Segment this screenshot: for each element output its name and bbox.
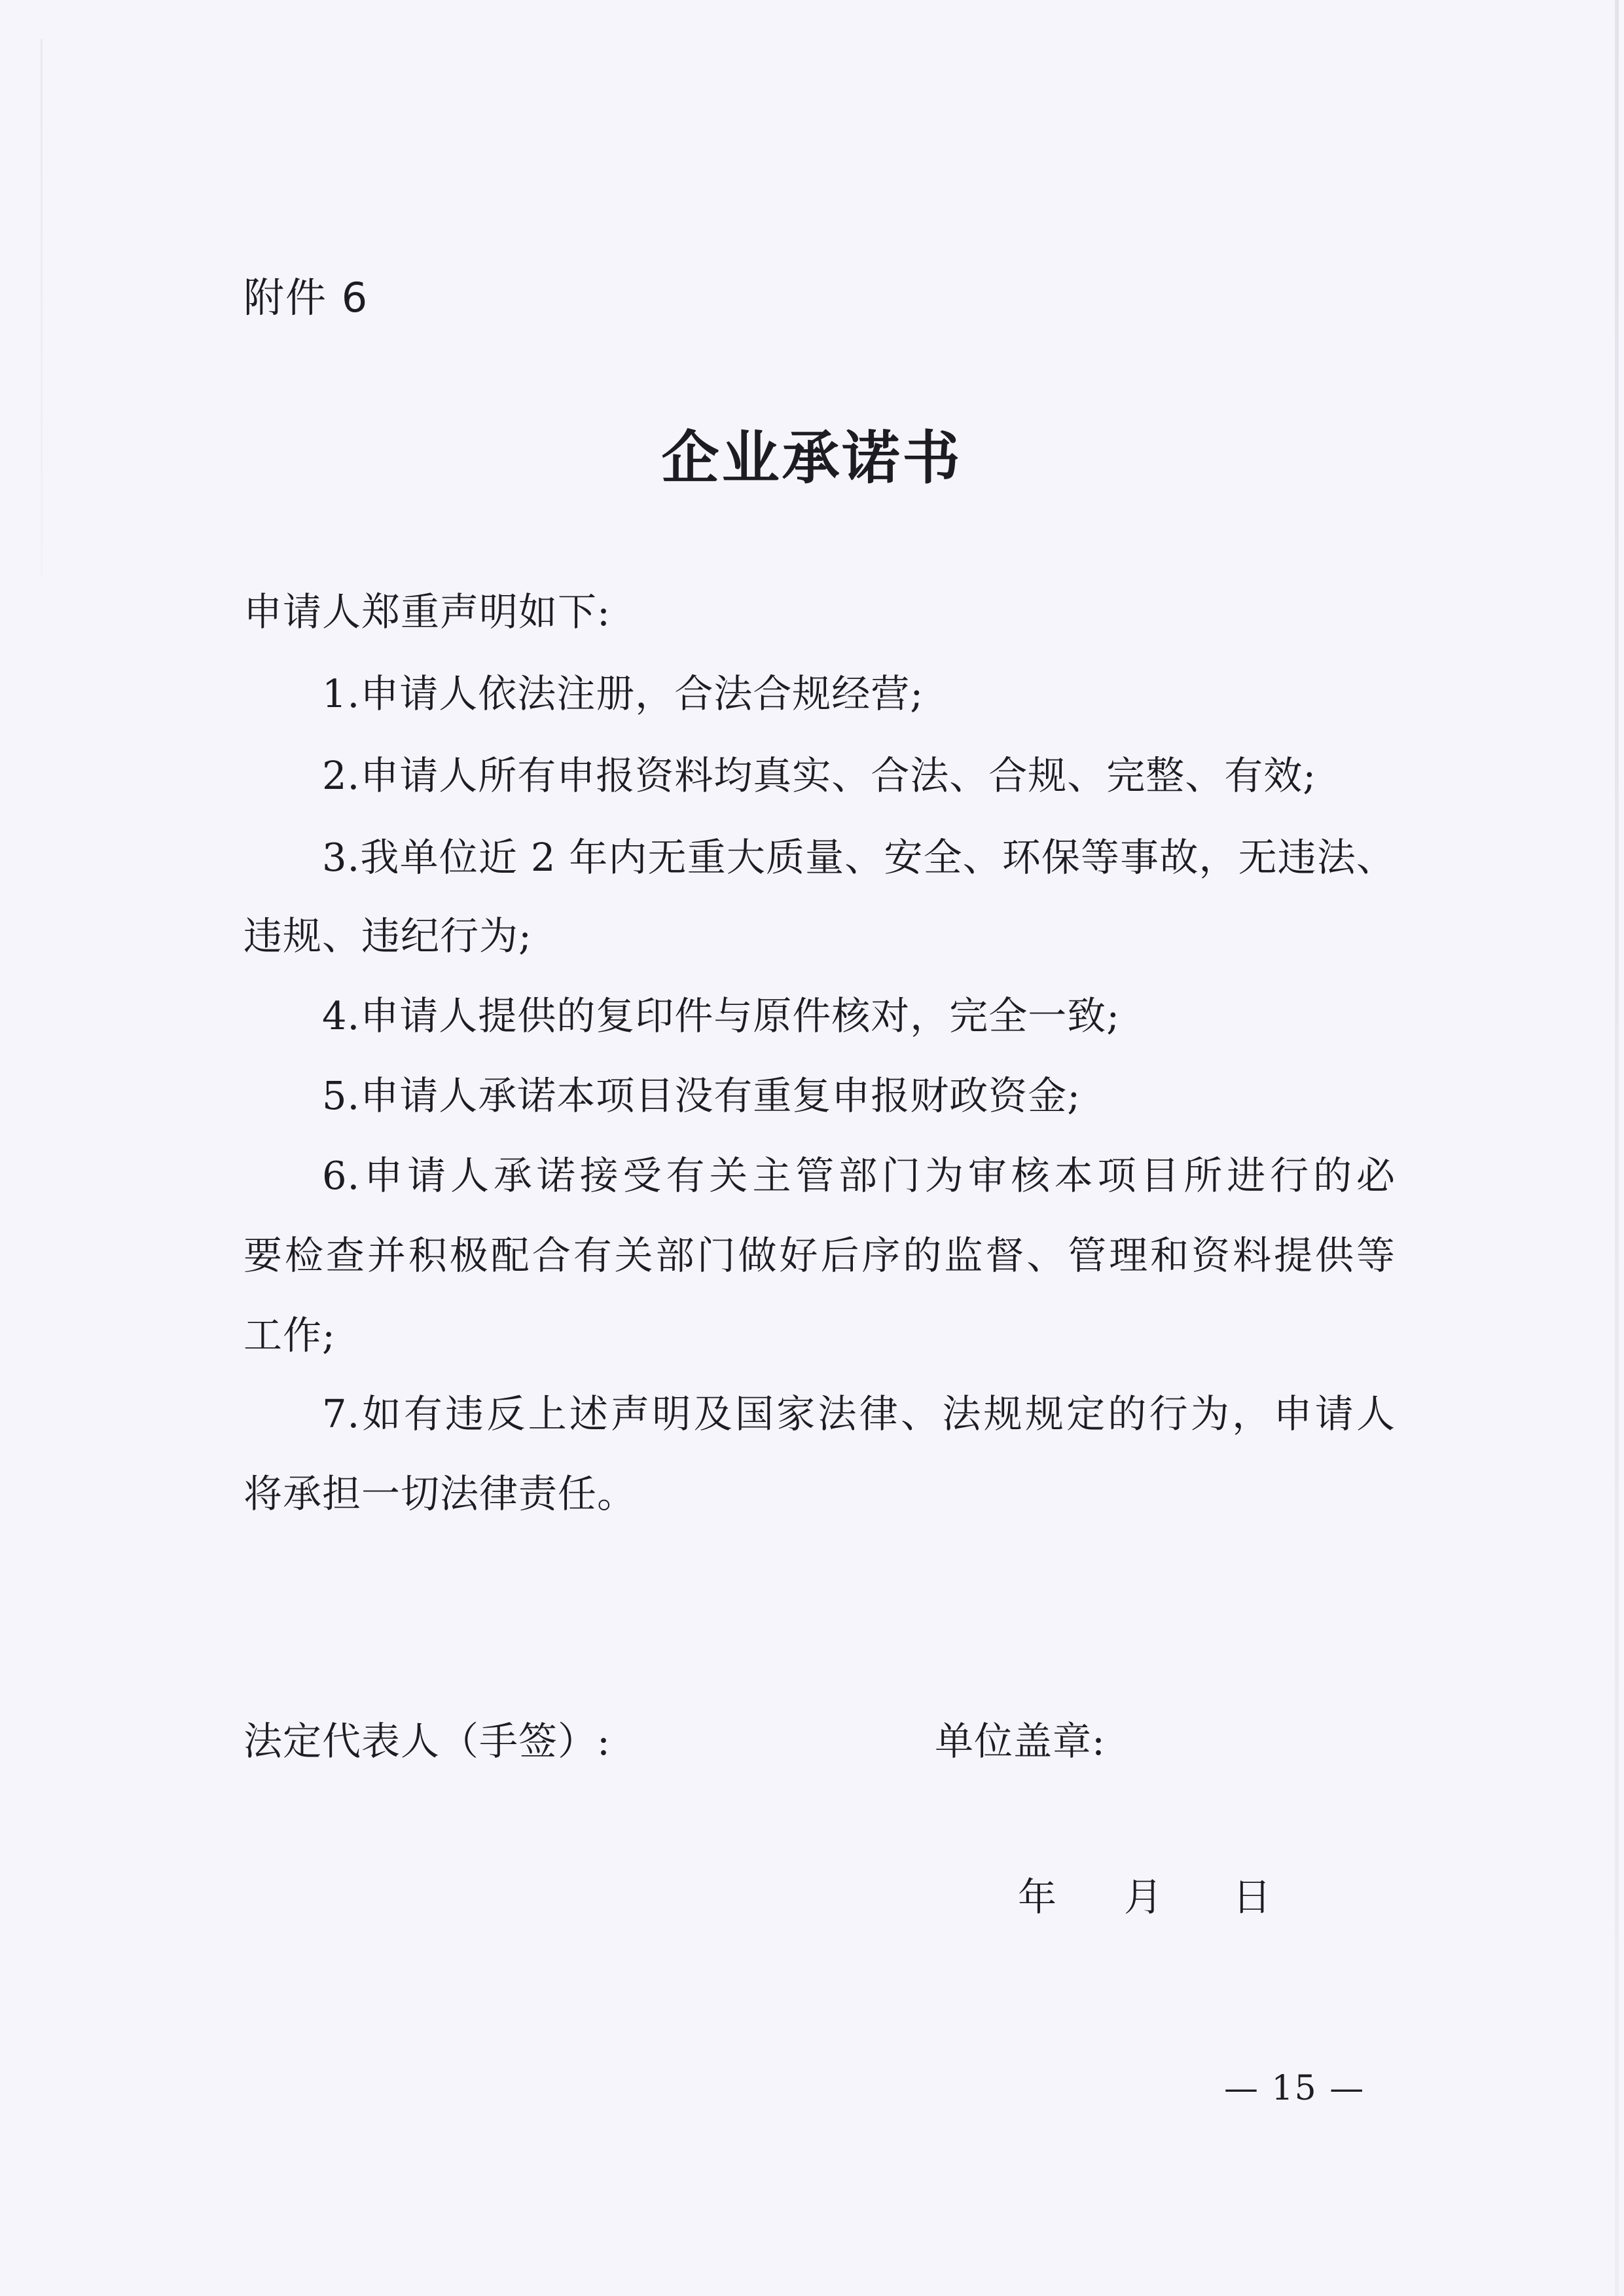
legal-representative-signature-label: 法定代表人（手签）: bbox=[244, 1719, 611, 1764]
scan-edge-left bbox=[41, 39, 43, 576]
commitment-item-4: 4.申请人提供的复印件与原件核对，完全一致; bbox=[322, 993, 1121, 1038]
company-seal-label: 单位盖章: bbox=[935, 1719, 1106, 1764]
date-day-label: 日 bbox=[1233, 1874, 1272, 1920]
attachment-label: 附件 6 bbox=[244, 274, 369, 321]
commitment-item-7-line-2: 将承担一切法律责任。 bbox=[244, 1471, 637, 1516]
date-month-label: 月 bbox=[1124, 1874, 1163, 1920]
commitment-item-6-line-3: 工作; bbox=[244, 1313, 336, 1358]
commitment-item-1: 1.申请人依法注册，合法合规经营; bbox=[322, 671, 924, 716]
intro-line: 申请人郑重声明如下: bbox=[244, 589, 611, 634]
scan-edge-right bbox=[1615, 0, 1619, 2296]
commitment-item-5: 5.申请人承诺本项目没有重复申报财政资金; bbox=[322, 1073, 1081, 1118]
document-title: 企业承诺书 bbox=[661, 424, 963, 492]
commitment-item-2: 2.申请人所有申报资料均真实、合法、合规、完整、有效; bbox=[322, 753, 1317, 798]
commitment-item-3-line-1: 3.我单位近 2 年内无重大质量、安全、环保等事故，无违法、 bbox=[322, 835, 1396, 880]
page-number: — 15 — bbox=[1224, 2069, 1365, 2108]
date-year-label: 年 bbox=[1018, 1874, 1057, 1920]
commitment-item-7-line-1: 7.如有违反上述声明及国家法律、法规规定的行为，申请人 bbox=[322, 1391, 1396, 1436]
commitment-item-3-line-2: 违规、违纪行为; bbox=[244, 913, 532, 958]
commitment-item-6-line-1: 6.申请人承诺接受有关主管部门为审核本项目所进行的必 bbox=[322, 1153, 1396, 1198]
commitment-item-6-line-2: 要检查并积极配合有关部门做好后序的监督、管理和资料提供等 bbox=[244, 1233, 1396, 1278]
